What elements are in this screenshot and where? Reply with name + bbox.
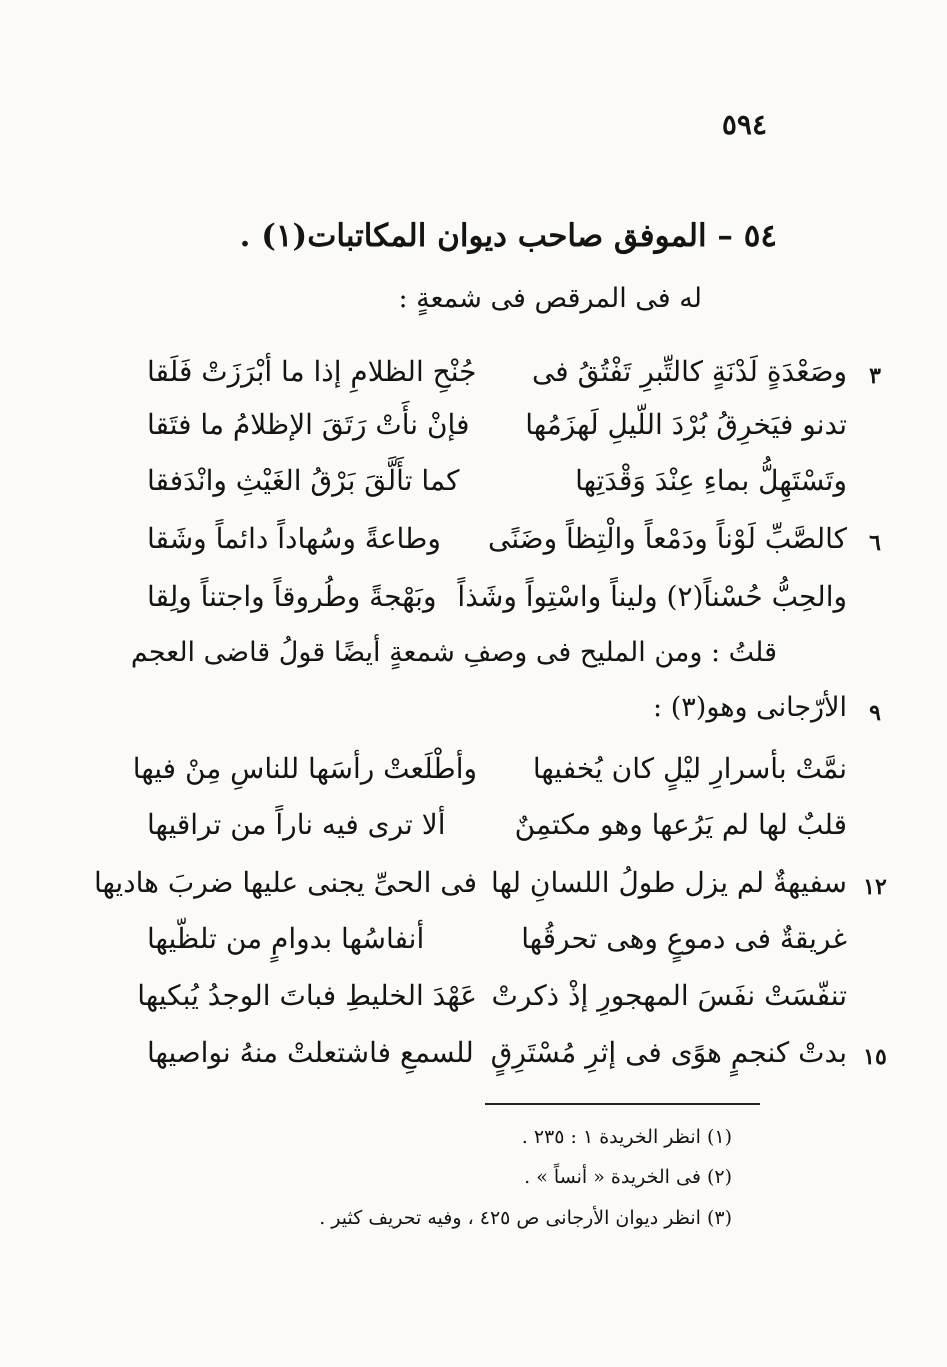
verse-first-hemistich: تدنو فيَخرِقُ بُرْدَ اللّيلِ لَهزَمُها <box>525 408 847 441</box>
verse-number: ٩ <box>869 700 881 726</box>
verse-second-hemistich: جُنْحِ الظلامِ إذا ما أبْرَزَتْ فَلَقا <box>147 355 477 388</box>
prose-line <box>147 692 881 726</box>
verse-second-hemistich: فإنْ نأَتْ رَتَقَ الإظلامُ ما فتَقا <box>147 408 470 441</box>
verse-first-hemistich: وصَعْدَةٍ لَدْنَةٍ كالتِّبرِ تَفْتُقُ فى <box>531 355 847 388</box>
verse-second-hemistich: عَهْدَ الخليطِ فباتَ الوجدُ يُبكيها <box>137 979 477 1012</box>
verse-line <box>147 355 881 405</box>
prose-text: الأرّجانى وهو(٣) : <box>653 692 847 723</box>
verse-line <box>147 408 847 458</box>
verse-first-hemistich: تنفّسَتْ نفَسَ المهجورِ إذْ ذكرتْ <box>491 979 847 1012</box>
verse-first-hemistich: وتَسْتَهِلُّ بماءِ عِنْدَ وَقْدَتِها <box>575 464 847 497</box>
footnote-divider <box>485 1103 760 1105</box>
verse-line <box>147 1036 887 1086</box>
verse-first-hemistich: قلبٌ لها لم يَرُعها وهو مكتمِنٌ <box>514 808 847 841</box>
verse-line <box>147 464 847 514</box>
verse-first-hemistich: سفيهةٌ لم يزل طولُ اللسانِ لها <box>491 866 847 899</box>
prose-line: قلتُ : ومن المليح فى وصفِ شمعةٍ أيضًا قولُ قاضى العجم <box>130 637 777 668</box>
verse-line <box>93 866 887 916</box>
verse-number: ١٥ <box>863 1044 887 1070</box>
page-number: ٥٩٤ <box>721 108 767 141</box>
verse-second-hemistich: ألا ترى فيه ناراً من تراقيها <box>147 808 446 841</box>
verse-number: ١٢ <box>863 874 887 900</box>
verse-second-hemistich: فى الحىِّ يجنى عليها ضربَ هاديها <box>93 866 477 899</box>
verse-first-hemistich: نمَّتْ بأسرارِ ليْلٍ كان يُخفيها <box>532 752 847 785</box>
verse-second-hemistich: للسمعِ فاشتعلتْ منهُ نواصيها <box>147 1036 474 1069</box>
verse-line <box>147 808 847 858</box>
footnote: (٢) فى الخريدة « أنساً » . <box>524 1166 732 1188</box>
verse-second-hemistich: وطاعةً وسُهاداً دائماً وشَقا <box>147 522 441 555</box>
verse-line <box>147 922 847 972</box>
verse-line <box>132 752 847 802</box>
verse-second-hemistich: كما تأَلَّقَ بَرْقُ الغَيْثِ وانْدَفقا <box>147 464 460 497</box>
footnote: (٣) انظر ديوان الأرجانى ص ٤٢٥ ، وفيه تحريف كثير . <box>319 1207 732 1229</box>
verse-number: ٦ <box>869 530 881 556</box>
verse-line <box>147 522 881 572</box>
section-heading: ٥٤ – الموفق صاحب ديوان المكاتبات(١) . <box>239 218 777 254</box>
verse-first-hemistich: غريقةٌ فى دموعٍ وهى تحرقُها <box>521 922 847 955</box>
verse-first-hemistich: بدتْ كنجمٍ هوًى فى إثرِ مُسْتَرِقٍ <box>490 1036 847 1069</box>
verse-first-hemistich: والحِبُّ حُسْناً(٢) وليناً واسْتِواً وشَذاً <box>457 580 847 613</box>
verse-line <box>147 580 847 630</box>
footnote: (١) انظر الخريدة ١ : ٢٣٥ . <box>521 1126 732 1148</box>
verse-second-hemistich: وبَهْجةً وطُروقاً واجتناً ولِقا <box>147 580 437 613</box>
verse-number: ٣ <box>869 363 881 389</box>
verse-second-hemistich: أنفاسُها بدوامٍ من تلظّيها <box>147 922 425 955</box>
intro-line: له فى المرقص فى شمعةٍ : <box>398 283 702 314</box>
verse-second-hemistich: وأطْلَعتْ رأسَها للناسِ مِنْ فيها <box>132 752 477 785</box>
verse-line <box>137 979 847 1029</box>
verse-first-hemistich: كالصَّبِّ لَوْناً ودَمْعاً والْتِظاً وضَنًى <box>488 522 847 555</box>
